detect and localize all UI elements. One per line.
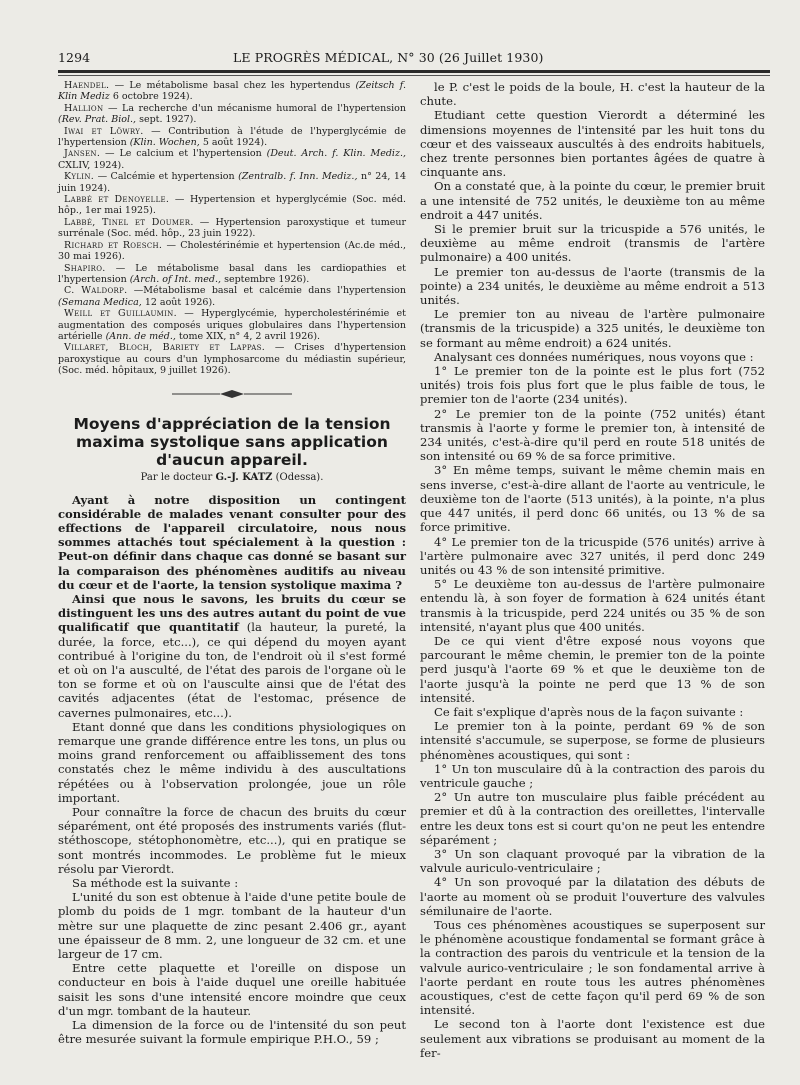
right-column [420,80,765,1060]
body-paragraph [58,876,406,890]
reference-text: —Métabolisme basal et calcémie dans l'hypertension [127,285,406,297]
reference-text: — Contribution à l'étude de l'hyperglycémie de l'hypertension [58,125,406,149]
reference-text: — Crises d'hypertension paroxystique au cours d'un lymphosarcome du médiastin supérieur, (Soc. méd. hôpitaux, 9 juillet 1926). [58,342,406,377]
body-paragraph: On a constaté que, à la pointe du cœur, le premier bruit a une intensité de 752 unités, le deuxième ton au même endroit a 447 unités. [420,179,765,222]
reference-source: (Ann. de méd., [105,330,176,342]
reference-author: Jansen. [64,148,101,160]
reference-text: — Le calcium et l'hypertension [100,148,267,160]
article-body-right [420,80,765,1060]
body-paragraph [58,720,406,805]
reference-entry [58,240,406,263]
reference-entry [58,80,406,103]
reference-author: Hallion [64,102,104,114]
reference-text: — Hypertension paroxystique et tumeur surrénale (Soc. méd. hôp., 23 juin 1922). [58,216,406,240]
reference-entry [58,171,406,194]
paragraph-text: L'unité du son est obtenue à l'aide d'une petite boule de plomb du poids de 1 mgr. tombant de la hauteur d'un mètre sur une plaquette de zinc pesant 2.406 gr., ayant une épaisseur de 8 mm. 2, une longueur de 32 cm. et une largeur de 17 cm. [58,890,406,962]
body-paragraph: Tous ces phénomènes acoustiques se superposent sur le phénomène acoustique fondamental se formant grâce à la contraction des parois du ventricule et la tension de la valvule aurico-ventriculaire ; le son fondamental arrive à l'aorte perdant en route tous les autres phénomènes acoustiques, c'est de cette façon qu'il perd 69 % de son intensité. [420,917,765,1018]
reference-text: — La recherche d'un mécanisme humoral de l'hypertension [103,102,406,114]
reference-text: — Cholestérinémie et hypertension (Ac.de méd., 30 mai 1926). [58,239,407,263]
paragraph-text: Entre cette plaquette et l'oreille on dispose un conducteur en bois à l'aide duquel une oreille habituée saisit les sons d'une intensité encore moindre que ceux d'un mgr. tombant de la hauteur. [58,961,406,1018]
body-paragraph: De ce qui vient d'être exposé nous voyons que parcourant le même chemin, le premier ton de la pointe perd jusqu'à l'aorte 69 % et que le deuxième ton de l'aorte jusqu'à la pointe ne perd que 13 % de son intensité. [420,633,765,705]
body-paragraph: 5° Le deuxième ton au-dessus de l'artère pulmonaire entendu là, à son foyer de formation à 624 unités étant transmis à la tricuspide, perd 224 unités ou 35 % de son intensité, n'ayant plus que 400 unités. [420,577,765,634]
reference-author: Richard et Roesch. [64,239,163,251]
body-paragraph: Etudiant cette question Vierordt a déterminé les dimensions moyennes de l'intensité par les huit tons du cœur et des vaisseaux auscultés à des endroits habituels, chez trente personnes bien portantes âgées de quatre à cinquante ans. [420,108,765,180]
body-paragraph [58,493,406,592]
reference-source: (Zeitsch f. Klin Mediz [58,80,406,103]
reference-entry [58,263,406,286]
reference-entry [58,126,406,149]
byline-suffix: (Odessa). [272,471,324,483]
paragraph-text: Etant donné que dans les conditions physiologiques on remarque une grande différence entre les tons, un plus ou moins grand renforcement ou affaiblissement des tons constatés chez le même individu à des auscultations répétées ou à l'observation prolongée, joue un rôle important. [58,719,406,805]
reference-author: Weill et Guillaumin. [64,308,177,320]
body-paragraph: le P. c'est le poids de la boule, H. c'est la hauteur de la chute. [420,80,765,109]
reference-source: (Klin. Wochen, [129,137,200,149]
header-rule-thin [58,75,770,76]
running-head [58,50,770,68]
reference-text: — Hyperglycémie, hypercholestérinémie et augmentation des composés uriques globulaires dans l'hypertension artérielle [58,308,406,342]
reference-list [58,80,406,377]
body-paragraph: 3° En même temps, suivant le même chemin mais en sens inverse, c'est-à-dire allant de l'aorte au ventricule, le deuxième ton de l'aorte (513 unités), à la pointe, n'a plus que 447 unités, il perd donc 66 unités, ou 13 % de sa force primitive. [420,463,765,535]
body-paragraph [58,890,406,961]
body-paragraph: 4° Un son provoqué par la dilatation des débuts de l'aorte au moment où se produit l'ouverture des valvules sémilunaire de l'aorte. [420,875,765,918]
paragraph-text: (la hauteur, la pureté, la durée, la force, etc...), ce qui dépend du moyen ayant contribué à l'origine du ton, de l'endroit où il s'est formé et où on l'a ausculté, de l'état des parois de l'organe où le ton se forme et où on l'ausculte ainsi que de l'état des cavités adjacentes (état de l'estomac, présence de cavernes pulmonaires, etc...). [58,620,406,720]
left-column [58,80,406,1046]
body-paragraph [58,1018,406,1046]
reference-source: (Arch. of Int. med., [129,273,222,285]
reference-entry [58,217,406,240]
reference-rest: 6 octobre 1924). [109,91,193,103]
reference-author: Labbé, Tinel et Doumer. [64,216,194,228]
paragraph-text: Sa méthode est la suivante : [72,876,239,891]
paragraph-lead: Ainsi que nous le savons, les bruits du cœur se distinguent les uns des autres autant du point de vue qualificatif que quantitatif [58,591,406,635]
article-body-left [58,493,406,1047]
reference-source: (Semana Medica, [58,296,142,308]
reference-rest: septembre 1926). [221,273,310,285]
reference-rest: CXLIV, 1924). [58,159,125,171]
reference-author: Villaret, Bloch, Bariety et Lappas. [64,342,266,354]
body-paragraph [58,805,406,876]
reference-rest: n° 24, 14 juin 1924). [58,171,406,194]
paragraph-text: Pour connaître la force de chacun des bruits du cœur séparément, ont été proposés des instruments variés (flut-stéthoscope, stétophonomètre, etc...), qui en pratique se sont montrés incommodes. Le problème fut le mieux résolu par Vierordt. [58,805,406,876]
ornament-divider [58,383,406,405]
reference-text: — Calcémie et hypertension [94,171,239,183]
reference-author: Shapiro. [64,262,106,274]
reference-text: — Le métabolisme basal chez les hypertendus [109,80,356,91]
ornament-icon [172,388,292,400]
reference-author: C. Waldorp. [64,285,128,297]
byline-author: G.-J. KATZ [215,471,273,483]
reference-text: — Le métabolisme basal dans les cardiopathies et l'hypertension [58,262,406,285]
reference-source: (Deut. Arch. f. Klin. Mediz., [266,148,406,160]
reference-entry [58,148,406,171]
journal-title: LE PROGRÈS MÉDICAL, N° 30 (26 Juillet 1930) [233,50,544,65]
body-paragraph: Le second ton à l'aorte dont l'existence est due seulement aux vibrations se produisant au moment de la fer- [420,1017,765,1060]
reference-rest: tome XIX, n° 4, 2 avril 1926). [175,330,321,342]
body-paragraph: Le premier ton au-dessus de l'aorte (transmis de la pointe) a 234 unités, le deuxième au même endroit a 513 unités. [420,264,765,308]
body-paragraph: 2° Un autre ton musculaire plus faible précédent au premier et dû à la contraction des oreillettes, l'intervalle entre les deux tons est si court qu'on ne peut les entendre séparément ; [420,790,765,847]
reference-entry [58,342,406,376]
body-paragraph: Le premier ton à la pointe, perdant 69 % de son intensité s'accumule, se superpose, se forme de plusieurs phénomènes acoustiques, qui sont : [420,719,765,762]
header-rule [58,70,770,73]
body-paragraph: 2° Le premier ton de la pointe (752 unités) étant transmis à l'aorte y forme le premier ton, à intensité de 234 unités, c'est-à-dire qu'il perd en route 518 unités de son intensité ou 69 % de sa force primitive. [420,406,765,464]
reference-entry [58,308,406,342]
reference-rest: sept. 1927). [136,114,197,126]
reference-rest: 5 août 1924). [199,137,268,149]
body-paragraph: Analysant ces données numériques, nous voyons que : [434,349,754,364]
reference-author: Iwai et Löwry. [64,125,144,137]
article-title: Moyens d'appréciation de la tension maxima systolique sans application d'aucun appareil. [73,414,391,469]
reference-entry [58,194,406,217]
reference-author: Labbé et Denoyelle. [64,194,170,206]
reference-source: (Rev. Prat. Biol., [58,114,137,126]
body-paragraph: 1° Le premier ton de la pointe est le plus fort (752 unités) trois fois plus fort que le plus faible de tous, le premier ton de l'aorte (234 unités). [420,364,765,407]
body-paragraph [58,592,406,720]
reference-author: Haendel. [64,80,110,91]
body-paragraph: Ce fait s'explique d'après nous de la façon suivante : [434,704,744,719]
body-paragraph: 1° Un ton musculaire dû à la contraction des parois du ventricule gauche ; [420,761,765,790]
body-paragraph: 4° Le premier ton de la tricuspide (576 unités) arrive à l'artère pulmonaire avec 327 unités, il perd donc 249 unités ou 43 % de son intensité primitive. [420,534,765,577]
reference-text: — Hypertension et hyperglycémie (Soc. méd. hôp., 1er mai 1925). [58,194,406,217]
reference-entry [58,285,406,308]
byline-prefix: Par le docteur [140,471,216,483]
body-paragraph: 3° Un son claquant provoqué par la vibration de la valvule auriculo-ventriculaire ; [420,846,765,876]
reference-source: (Zentralb. f. Inn. Mediz., [238,171,358,183]
reference-author: Kylin. [64,171,95,183]
body-paragraph: Le premier ton au niveau de l'artère pulmonaire (transmis de la tricuspide) a 325 unités, le deuxième ton se formant au même endroit) a 624 unités. [420,307,765,350]
paragraph-text: La dimension de la force ou de l'intensité du son peut être mesurée suivant la formule empirique P.H.O., 59 ; [58,1018,406,1047]
paragraph-text: Ayant à notre disposition un contingent considérable de malades venant consulter pour des effections de l'appareil circulatoire, nous nous sommes attachés tout spécialement à la question : Peut-on définir dans chaque cas donné se basant sur la comparaison des phénomènes auditifs au niveau du cœur et de l'aorte, la tension systolique maxima ? [58,492,406,592]
body-paragraph [58,961,406,1018]
byline [58,472,406,483]
reference-rest: 12 août 1926). [141,296,216,308]
reference-entry [58,103,406,126]
page-number: 1294 [58,50,91,65]
body-paragraph: Si le premier bruit sur la tricuspide a 576 unités, le deuxième au même endroit (transmis de l'artère pulmonaire) a 400 unités. [420,222,765,265]
